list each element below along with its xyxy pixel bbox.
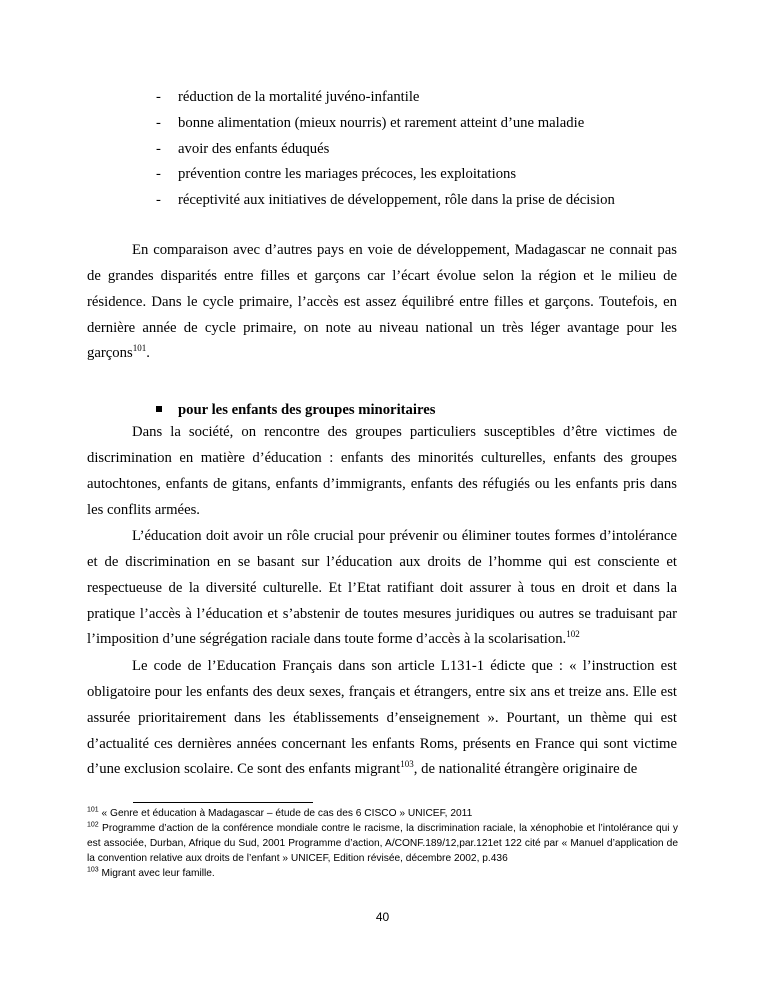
list-item-text: prévention contre les mariages précoces, les exploitations [178, 166, 517, 183]
list-item [0, 189, 765, 215]
paragraph-madagascar [87, 238, 677, 367]
list-item [0, 86, 765, 112]
paragraph-tail: , de nationalité étrangère originaire de [413, 761, 638, 778]
footnote-ref-102[interactable]: 102 [566, 629, 580, 640]
dash-marker: - [156, 166, 161, 183]
list-item-text: bonne alimentation (mieux nourris) et rarement atteint d’une maladie [178, 114, 585, 131]
footnote-101 [87, 806, 678, 821]
square-bullet-icon [156, 406, 162, 412]
paragraph-end: . [146, 345, 150, 362]
footnote-number: 102 [87, 821, 99, 829]
list-item [0, 163, 765, 189]
dash-marker: - [156, 89, 161, 105]
bullet-list [0, 86, 765, 215]
footnote-text: « Genre et éducation à Madagascar – étude de cas des 6 CISCO » UNICEF, 2011 [98, 808, 473, 819]
footnote-103 [87, 866, 678, 881]
list-item-text: réduction de la mortalité juvéno-infantile [178, 89, 420, 105]
dash-marker: - [156, 140, 161, 157]
paragraph-text: Le code de l’Education Français dans son article L131-1 édicte que : « l’instruction est obligatoire pour les enfants des deux sexes, français et étrangers, entre six ans et treize ans. Elle est assurée prioritairement dans les établissements d’enseignement ». Pourtant, un thème qui est d’actualité ces dernières années concernant les enfants Roms, présents en France qui sont victime d’une exclusion scolaire. Ce sont des enfants migrant [87, 658, 677, 778]
dash-marker: - [156, 192, 161, 209]
page-number: 40 [375, 910, 390, 924]
footnote-number: 103 [87, 866, 99, 874]
footnote-text: Programme d’action de la conférence mondiale contre le racisme, la discrimination raciale, la xénophobie et l’intolérance qui y est associée, Durban, Afrique du Sud, 2001 Programme d’action, A/CONF.189/12,par.121et 122 cité par « Manuel d’application de la convention relative aux droits de l’enfant » UNICEF, Edition révisée, décembre 2002, p.436 [87, 823, 678, 864]
heading-text: pour les enfants des groupes minoritaires [178, 402, 436, 418]
paragraph-minority-groups: Dans la société, on rencontre des groupes particuliers susceptibles d’être victimes de discrimination en matière d’éducation : enfants des minorités culturelles, enfants des groupes autochtones, enfants de gitans, enfants d’immigrants, enfants des réfugiés ou les enfants pris dans les conflits armées. [87, 424, 677, 518]
paragraph-code-education [87, 654, 677, 783]
footnotes [87, 806, 678, 881]
paragraph-text: En comparaison avec d’autres pays en voie de développement, Madagascar ne connait pas de grandes disparités entre filles et garçons car l’écart évolue selon la région et le milieu de résidence. Dans le cycle primaire, l’accès est assez équilibré entre filles et garçons. Toutefois, en dernière année de cycle primaire, on note au niveau national un très léger avantage pour les garçons [87, 242, 677, 362]
dash-marker: - [156, 114, 161, 131]
footnote-text: Migrant avec leur famille. [98, 868, 215, 879]
paragraph-text: L’éducation doit avoir un rôle crucial pour prévenir ou éliminer toutes formes d’intolérance et de discrimination en se basant sur l’éducation aux droits de l’homme qui est consciente et respectueuse de la diversité culturelle. Et l’Etat ratifiant doit assurer à tous en droit et dans la pratique l’accès à l’éducation et s’abstenir de toutes mesures juridiques ou autres se traduisant par l’imposition d’une ségrégation raciale dans toute forme d’accès à la scolarisation. [87, 528, 677, 648]
list-item [0, 138, 765, 164]
paragraph-education-role [87, 524, 677, 653]
footnote-number: 101 [87, 806, 99, 814]
footnote-ref-103[interactable]: 103 [400, 759, 414, 770]
list-item-text: avoir des enfants éduqués [178, 140, 330, 157]
list-item [0, 112, 765, 138]
footnote-102 [87, 821, 678, 866]
footnote-separator [133, 802, 313, 803]
footnote-ref-101[interactable]: 101 [132, 343, 147, 354]
list-item-text: réceptivité aux initiatives de développement, rôle dans la prise de décision [178, 192, 615, 209]
